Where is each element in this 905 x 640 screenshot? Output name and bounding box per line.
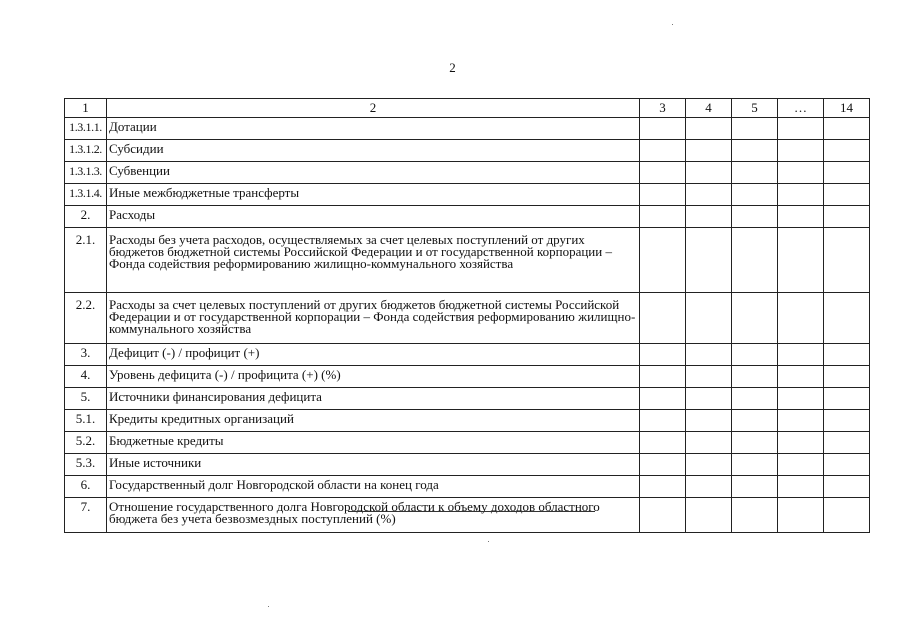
value-cell <box>732 344 778 366</box>
row-number: 5.3. <box>65 454 107 476</box>
value-cell <box>824 388 870 410</box>
value-cell <box>778 388 824 410</box>
row-description: Расходы без учета расходов, осуществляемых за счет целевых поступлений от других бюджетов бюджетной системы Российской Федерации и от государственной корпорации – Фонда содействия реформированию жилищно-коммунального хозяйства <box>107 228 640 293</box>
value-cell <box>640 140 686 162</box>
value-cell <box>778 118 824 140</box>
scan-speck <box>268 606 269 607</box>
header-col-ellipsis: … <box>778 99 824 118</box>
value-cell <box>686 293 732 344</box>
row-description: Бюджетные кредиты <box>107 432 640 454</box>
value-cell <box>732 206 778 228</box>
row-description: Государственный долг Новгородской области на конец года <box>107 476 640 498</box>
value-cell <box>778 206 824 228</box>
value-cell <box>640 432 686 454</box>
value-cell <box>732 388 778 410</box>
value-cell <box>732 432 778 454</box>
row-number: 1.3.1.1. <box>65 118 107 140</box>
value-cell <box>824 293 870 344</box>
row-number: 5.1. <box>65 410 107 432</box>
end-of-table-rule <box>348 511 595 512</box>
table-row <box>65 228 870 293</box>
row-description: Субвенции <box>107 162 640 184</box>
table-row <box>65 162 870 184</box>
value-cell <box>824 344 870 366</box>
value-cell <box>686 118 732 140</box>
row-description: Дотации <box>107 118 640 140</box>
value-cell <box>732 293 778 344</box>
row-description: Отношение государственного долга Новгородской области к объему доходов областного бюджета без учета безвозмездных поступлений (%) <box>107 498 640 533</box>
row-description: Субсидии <box>107 140 640 162</box>
scan-speck <box>672 24 673 25</box>
value-cell <box>640 162 686 184</box>
value-cell <box>824 454 870 476</box>
value-cell <box>640 184 686 206</box>
value-cell <box>732 476 778 498</box>
value-cell <box>640 206 686 228</box>
value-cell <box>640 498 686 533</box>
value-cell <box>640 388 686 410</box>
value-cell <box>686 344 732 366</box>
value-cell <box>686 454 732 476</box>
row-description: Иные источники <box>107 454 640 476</box>
row-number: 2.2. <box>65 293 107 344</box>
value-cell <box>732 454 778 476</box>
value-cell <box>732 410 778 432</box>
table-row <box>65 498 870 533</box>
row-number: 1.3.1.2. <box>65 140 107 162</box>
row-description: Кредиты кредитных организаций <box>107 410 640 432</box>
row-description: Иные межбюджетные трансферты <box>107 184 640 206</box>
row-number: 4. <box>65 366 107 388</box>
table-row <box>65 454 870 476</box>
value-cell <box>686 206 732 228</box>
table-row <box>65 140 870 162</box>
table-row <box>65 118 870 140</box>
value-cell <box>686 162 732 184</box>
row-number: 2.1. <box>65 228 107 293</box>
table-row <box>65 206 870 228</box>
row-number: 2. <box>65 206 107 228</box>
budget-table <box>64 98 870 533</box>
row-number: 1.3.1.4. <box>65 184 107 206</box>
scan-speck <box>488 541 489 542</box>
row-number: 3. <box>65 344 107 366</box>
value-cell <box>824 476 870 498</box>
value-cell <box>778 162 824 184</box>
value-cell <box>824 498 870 533</box>
table-row <box>65 184 870 206</box>
header-col-4: 4 <box>686 99 732 118</box>
value-cell <box>778 228 824 293</box>
value-cell <box>824 206 870 228</box>
value-cell <box>686 498 732 533</box>
row-description: Расходы <box>107 206 640 228</box>
value-cell <box>732 184 778 206</box>
page-number: 2 <box>449 60 456 75</box>
table-row <box>65 293 870 344</box>
row-number: 7. <box>65 498 107 533</box>
row-description: Источники финансирования дефицита <box>107 388 640 410</box>
value-cell <box>824 228 870 293</box>
header-col-3: 3 <box>640 99 686 118</box>
row-number: 6. <box>65 476 107 498</box>
value-cell <box>824 366 870 388</box>
value-cell <box>778 344 824 366</box>
table-row <box>65 410 870 432</box>
value-cell <box>732 498 778 533</box>
value-cell <box>824 140 870 162</box>
value-cell <box>640 228 686 293</box>
value-cell <box>824 410 870 432</box>
value-cell <box>686 388 732 410</box>
value-cell <box>686 476 732 498</box>
value-cell <box>732 162 778 184</box>
value-cell <box>640 293 686 344</box>
table-row <box>65 476 870 498</box>
header-col-14: 14 <box>824 99 870 118</box>
row-number: 5.2. <box>65 432 107 454</box>
value-cell <box>778 410 824 432</box>
header-col-2: 2 <box>107 99 640 118</box>
row-description: Уровень дефицита (-) / профицита (+) (%) <box>107 366 640 388</box>
value-cell <box>824 432 870 454</box>
value-cell <box>732 228 778 293</box>
value-cell <box>778 454 824 476</box>
header-col-5: 5 <box>732 99 778 118</box>
value-cell <box>640 454 686 476</box>
value-cell <box>686 410 732 432</box>
value-cell <box>640 344 686 366</box>
value-cell <box>778 293 824 344</box>
value-cell <box>778 184 824 206</box>
table-row <box>65 366 870 388</box>
value-cell <box>640 410 686 432</box>
value-cell <box>824 162 870 184</box>
table-row <box>65 388 870 410</box>
value-cell <box>640 366 686 388</box>
value-cell <box>824 118 870 140</box>
value-cell <box>778 476 824 498</box>
value-cell <box>686 184 732 206</box>
value-cell <box>640 118 686 140</box>
table-row <box>65 344 870 366</box>
value-cell <box>686 228 732 293</box>
value-cell <box>686 366 732 388</box>
row-description: Дефицит (-) / профицит (+) <box>107 344 640 366</box>
row-description: Расходы за счет целевых поступлений от других бюджетов бюджетной системы Российской Федерации и от государственной корпорации – Фонда содействия реформированию жилищно-коммунального хозяйства <box>107 293 640 344</box>
table-header-row <box>65 99 870 118</box>
value-cell <box>778 140 824 162</box>
value-cell <box>778 366 824 388</box>
row-number: 5. <box>65 388 107 410</box>
value-cell <box>686 432 732 454</box>
value-cell <box>686 140 732 162</box>
value-cell <box>778 432 824 454</box>
value-cell <box>778 498 824 533</box>
value-cell <box>640 476 686 498</box>
value-cell <box>732 140 778 162</box>
value-cell <box>732 118 778 140</box>
value-cell <box>824 184 870 206</box>
header-col-1: 1 <box>65 99 107 118</box>
row-number: 1.3.1.3. <box>65 162 107 184</box>
value-cell <box>732 366 778 388</box>
table-row <box>65 432 870 454</box>
